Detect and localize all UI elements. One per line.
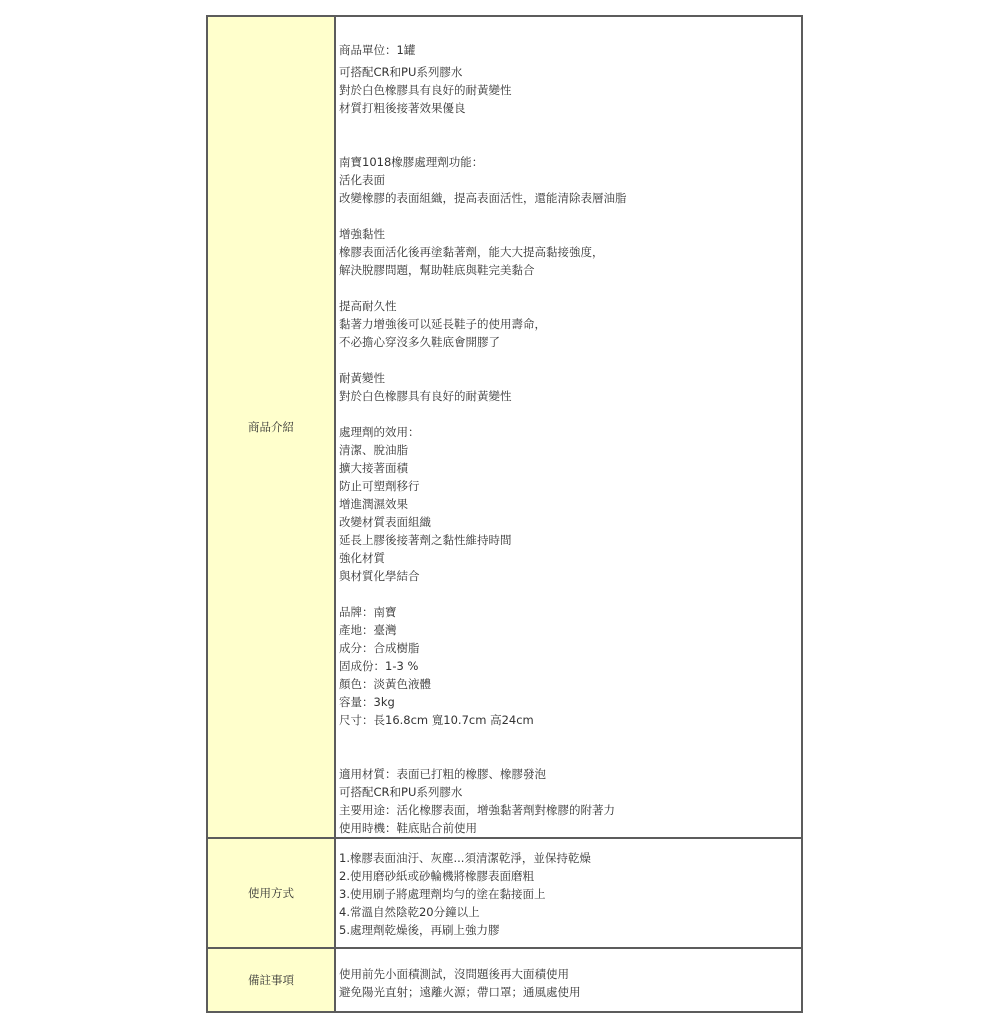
text-line: 顏色：淡黃色液體: [339, 677, 431, 691]
row-content-notes: [335, 948, 802, 1012]
text-line: 解決脫膠問題，幫助鞋底與鞋完美黏合: [339, 263, 535, 277]
text-line: 提高耐久性: [339, 299, 397, 313]
text-line: 5.處理劑乾燥後，再刷上強力膠: [339, 923, 500, 937]
text-line: 對於白色橡膠具有良好的耐黃變性: [339, 389, 512, 403]
text-line: 與材質化學結合: [339, 569, 420, 583]
text-line: 尺寸：長16.8cm 寬10.7cm 高24cm: [339, 713, 534, 727]
text-line: 固成份：1-3 %: [339, 659, 419, 673]
text-line: 擴大接著面積: [339, 461, 408, 475]
table-row-intro: [207, 16, 802, 838]
text-line: 容量：3kg: [339, 695, 395, 709]
table-row-notes: [207, 948, 802, 1012]
text-line: 黏著力增強後可以延長鞋子的使用壽命，: [339, 317, 546, 331]
text-line: 處理劑的效用：: [339, 425, 420, 439]
text-line: 活化表面: [339, 173, 385, 187]
text-line: 南寶1018橡膠處理劑功能：: [339, 155, 484, 169]
text-line: 成分：合成樹脂: [339, 641, 420, 655]
text-line: 使用前先小面積測試，沒問題後再大面積使用: [339, 967, 569, 981]
text-line: 延長上膠後接著劑之黏性維持時間: [339, 533, 512, 547]
text-line: 增強黏性: [339, 227, 385, 241]
text-line: 避免陽光直射；遠離火源；帶口罩；通風處使用: [339, 985, 581, 999]
row-content-usage: [335, 838, 802, 948]
text-line: 防止可塑劑移行: [339, 479, 420, 493]
product-spec-table: [206, 15, 803, 1013]
row-label: 使用方式: [207, 838, 335, 948]
text-line: 商品單位：1罐: [339, 43, 416, 57]
text-line: 改變材質表面組織: [339, 515, 431, 529]
text-line: 清潔、脫油脂: [339, 443, 408, 457]
text-line: 4.常溫自然陰乾20分鐘以上: [339, 905, 480, 919]
text-line: 增進潤濕效果: [339, 497, 408, 511]
text-line: 3.使用刷子將處理劑均勻的塗在黏接面上: [339, 887, 546, 901]
text-line: 2.使用磨砂紙或砂輪機將橡膠表面磨粗: [339, 869, 534, 883]
text-line: 耐黃變性: [339, 371, 385, 385]
text-line: 強化材質: [339, 551, 385, 565]
row-label: 備註事項: [207, 948, 335, 1012]
text-line: 改變橡膠的表面組織，提高表面活性，還能清除表層油脂: [339, 191, 627, 205]
text-line: 使用時機：鞋底貼合前使用: [339, 821, 477, 835]
text-line: 橡膠表面活化後再塗黏著劑，能大大提高黏接強度，: [339, 245, 604, 259]
text-line: 主要用途：活化橡膠表面，增強黏著劑對橡膠的附著力: [339, 803, 615, 817]
text-line: 品牌：南寶: [339, 605, 397, 619]
text-line: 對於白色橡膠具有良好的耐黃變性: [339, 83, 512, 97]
text-line: 產地：臺灣: [339, 623, 397, 637]
row-label: 商品介紹: [207, 16, 335, 838]
table-row-usage: [207, 838, 802, 948]
row-content-intro: [335, 16, 802, 838]
text-line: 可搭配CR和PU系列膠水: [339, 65, 463, 79]
text-line: 1.橡膠表面油汙、灰塵...須清潔乾淨，並保持乾燥: [339, 851, 591, 865]
text-line: 不必擔心穿沒多久鞋底會開膠了: [339, 335, 500, 349]
text-line: 適用材質：表面已打粗的橡膠、橡膠發泡: [339, 767, 546, 781]
text-line: 可搭配CR和PU系列膠水: [339, 785, 463, 799]
text-line: 材質打粗後接著效果優良: [339, 101, 466, 115]
